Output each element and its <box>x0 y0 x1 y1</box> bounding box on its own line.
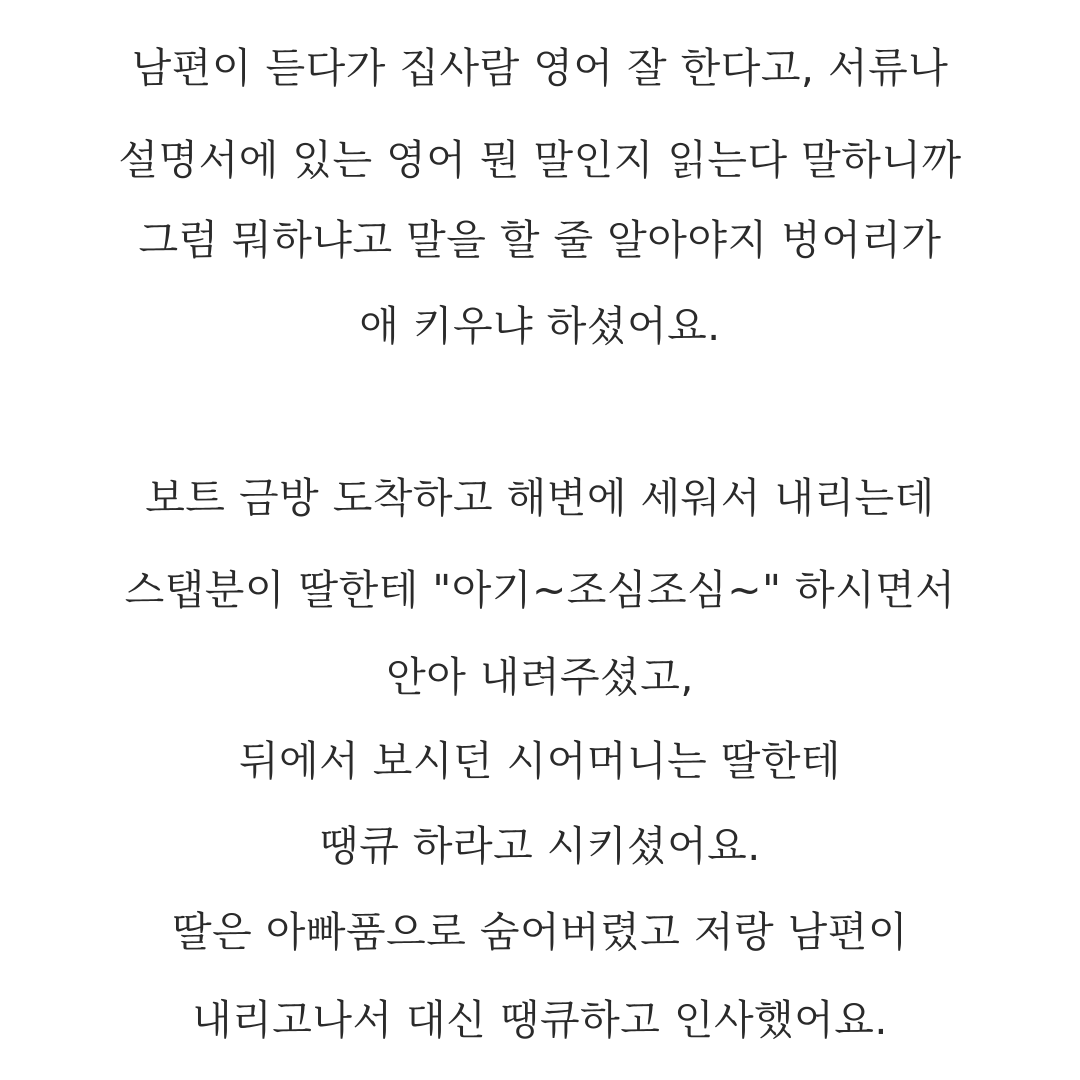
text-line: 보트 금방 도착하고 해변에 세워서 내리는데 <box>145 474 935 522</box>
text-line: 딸은 아빠품으로 숨어버렸고 저랑 남편이 <box>172 908 908 956</box>
text-line: 설명서에 있는 영어 뭔 말인지 읽는다 말하니까 <box>118 136 962 184</box>
text-line: 땡큐 하라고 시키셨어요. <box>319 822 761 870</box>
text-line: 남편이 듣다가 집사람 영어 잘 한다고, 서류나 <box>131 44 949 92</box>
text-line: 스탭분이 딸한테 "아기~조심조심~" 하시면서 <box>124 566 956 614</box>
text-line: 뒤에서 보시던 시어머니는 딸한테 <box>238 737 842 785</box>
text-line: 애 키우냐 하셨어요. <box>359 302 721 350</box>
text-line: 안아 내려주셨고, <box>386 653 694 701</box>
text-line: 내리고나서 대신 땡큐하고 인사했어요. <box>192 996 888 1044</box>
text-line: 그럼 뭐하냐고 말을 할 줄 알아야지 벙어리가 <box>138 216 942 264</box>
